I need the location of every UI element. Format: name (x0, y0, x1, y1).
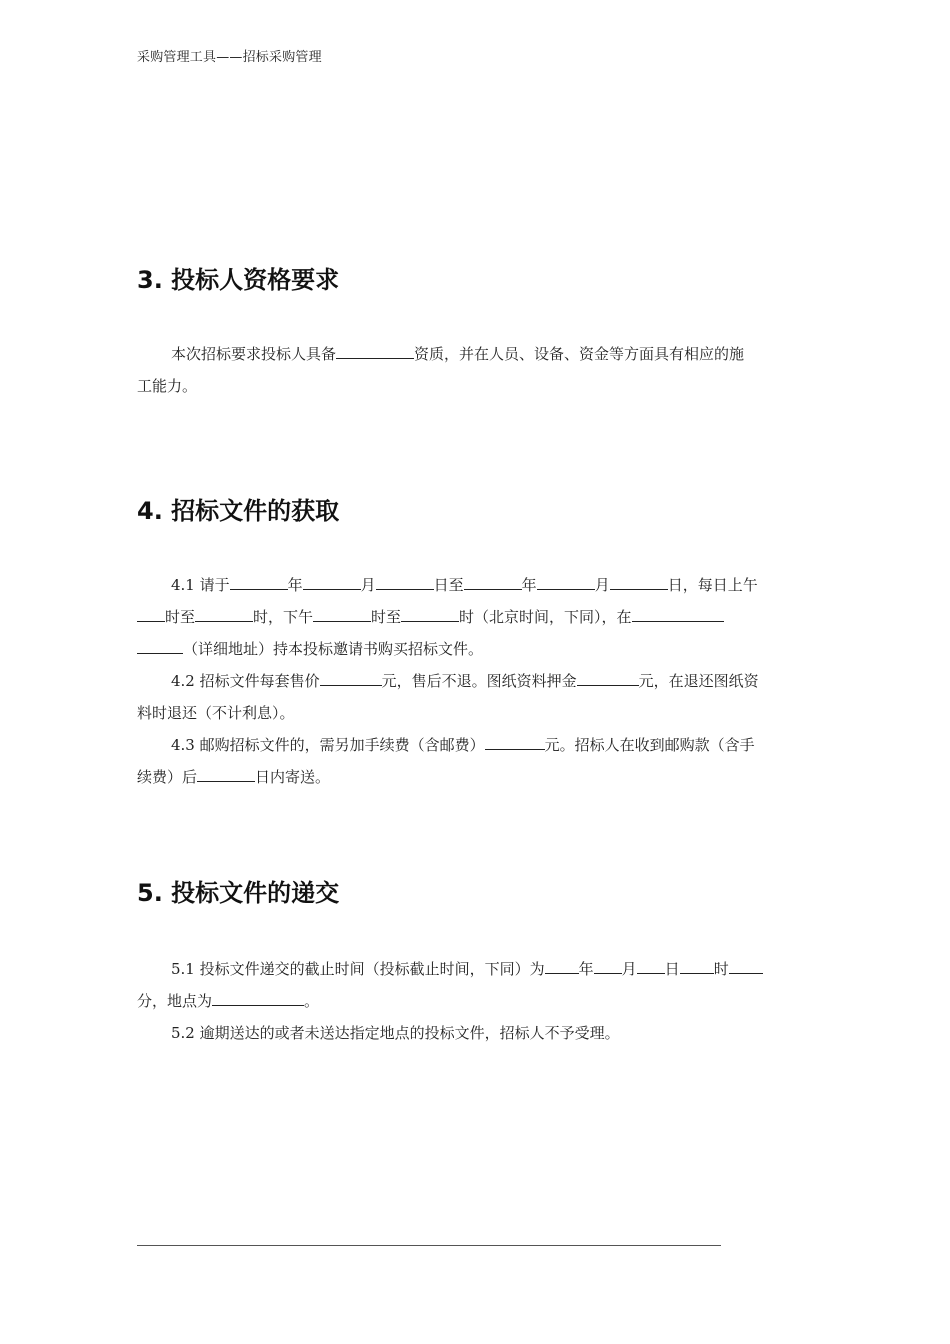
fill-blank (401, 607, 459, 622)
fill-blank (594, 959, 622, 974)
qualification-paragraph (137, 338, 817, 402)
fill-blank (680, 959, 714, 974)
fill-blank (230, 575, 288, 590)
paragraph-4-2 (137, 665, 817, 729)
text: 元。招标人在收到邮购款（含手 (544, 736, 755, 754)
text: 时（北京时间，下同），在 (459, 608, 632, 626)
section-title-submission: 5. 投标文件的递交 (137, 879, 340, 907)
text: 4.3 邮购招标文件的，需另加手续费（含邮费） (171, 736, 485, 754)
fill-blank (212, 991, 304, 1006)
fill-blank (195, 607, 253, 622)
fill-blank (137, 639, 183, 654)
text: 月 (594, 576, 610, 594)
text: 日，每日上午 (667, 576, 758, 594)
text: 年 (578, 960, 594, 978)
text: 工能力。 (137, 377, 198, 395)
running-header: 采购管理工具——招标采购管理 (137, 50, 322, 65)
fill-blank (197, 767, 255, 782)
text: 时，下午 (253, 608, 314, 626)
text: 续费）后 (137, 768, 198, 786)
paragraph-4-1 (137, 569, 817, 665)
text: 4.2 招标文件每套售价 (171, 672, 320, 690)
text: 时 (713, 960, 729, 978)
fill-blank (545, 959, 579, 974)
text: 时至 (371, 608, 402, 626)
fill-blank (336, 344, 414, 359)
fill-blank (303, 575, 361, 590)
text: 月 (360, 576, 376, 594)
text: 4.1 请于 (171, 576, 230, 594)
fill-blank (610, 575, 668, 590)
text: 日 (664, 960, 680, 978)
text: 元，售后不退。图纸资料押金 (381, 672, 577, 690)
text: 5.2 逾期送达的或者未送达指定地点的投标文件，招标人不予受理。 (171, 1024, 620, 1042)
fill-blank (485, 735, 545, 750)
fill-blank (313, 607, 371, 622)
text: 。 (304, 992, 320, 1010)
fill-blank (637, 959, 665, 974)
footer-divider (137, 1245, 721, 1246)
fill-blank (537, 575, 595, 590)
fill-blank (464, 575, 522, 590)
fill-blank (320, 671, 382, 686)
text: 时至 (165, 608, 196, 626)
text: 5.1 投标文件递交的截止时间（投标截止时间，下同）为 (171, 960, 545, 978)
fill-blank (376, 575, 434, 590)
text: （详细地址）持本投标邀请书购买招标文件。 (183, 640, 484, 658)
text: 月 (621, 960, 637, 978)
text: 年 (521, 576, 537, 594)
paragraph-4-3 (137, 729, 817, 793)
fill-blank (137, 607, 165, 622)
fill-blank (632, 607, 724, 622)
text: 年 (287, 576, 303, 594)
section-title-qualification: 3. 投标人资格要求 (137, 266, 340, 294)
text: 料时退还（不计利息）。 (137, 704, 295, 722)
fill-blank (577, 671, 639, 686)
paragraph-5-2 (137, 1017, 817, 1049)
text: 本次招标要求投标人具备 (171, 345, 337, 363)
text: 日至 (433, 576, 464, 594)
text: 分，地点为 (137, 992, 213, 1010)
fill-blank (729, 959, 763, 974)
section-title-obtain-documents: 4. 招标文件的获取 (137, 497, 340, 525)
paragraph-5-1 (137, 953, 817, 1017)
text: 资质，并在人员、设备、资金等方面具有相应的施 (414, 345, 745, 363)
text: 日内寄送。 (255, 768, 331, 786)
text: 元，在退还图纸资 (638, 672, 759, 690)
